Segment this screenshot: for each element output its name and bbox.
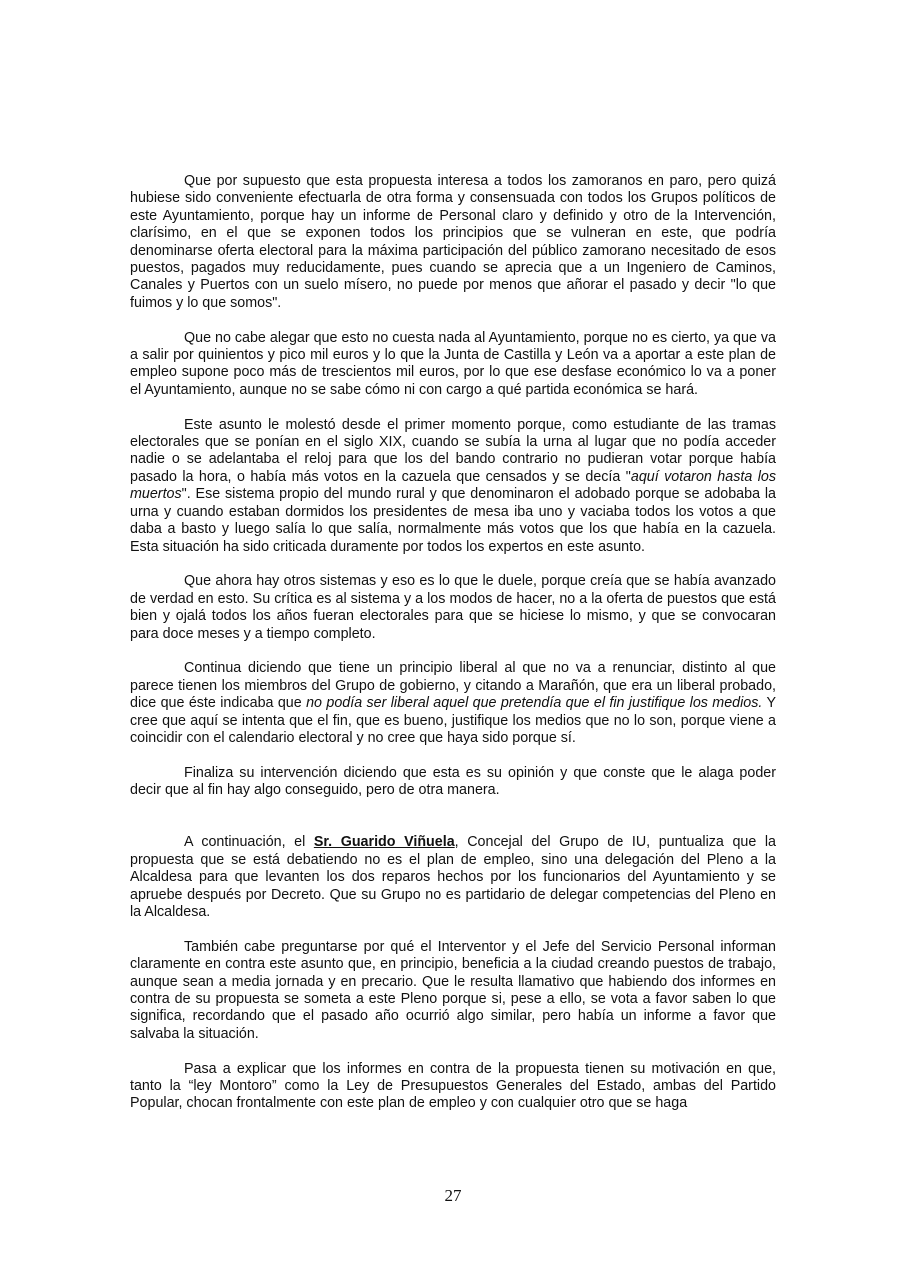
paragraph-5-quote: no podía ser liberal aquel que pretendía que el fin justifique los medios. — [306, 695, 763, 712]
speaker-name: Sr. Guarido Viñuela — [313, 834, 455, 851]
document-body — [130, 173, 776, 1113]
paragraph-3-text-a: Este asunto le molestó desde el primer momento porque, como estudiante de las tramas electorales que se ponían en el siglo XIX, cuando se subía la urna al lugar que no podía acceder nadie o se adelantaba el reloj para que los del bando contrario no pudieran votar porque había pasado la hora, o había más votos en la cazuela que censados y se decía " — [130, 416, 776, 485]
paragraph-3 — [130, 417, 776, 556]
paragraph-7-text-a: A continuación, el — [184, 834, 314, 851]
paragraph-3-quote: aquí votaron hasta los muertos — [130, 468, 776, 503]
paragraph-5 — [130, 660, 776, 747]
paragraph-5-text-a: Continua diciendo que tiene un principio liberal al que no va a renunciar, distinto al que parece tienen los miembros del Grupo de gobierno, y citando a Marañón, que era un liberal probado, dice que éste indicaba que — [130, 660, 776, 712]
paragraph-5-text-b: Y cree que aquí se intenta que el fin, que es bueno, justifique los medios que no lo son, porque viene a coincidir con el calendario electoral y no cree que haya sido porque sí. — [130, 695, 777, 746]
paragraph-4: Que ahora hay otros sistemas y eso es lo que le duele, porque creía que se había avanzado de verdad en esto. Su crítica es al sistema y a los modos de hacer, no a la oferta de puestos que está bien y ojalá todos los años fueran electorales para que se hiciese lo mismo, y que se convocaran para doce meses y a tiempo completo. — [130, 573, 776, 642]
page-number: 27 — [444, 1186, 462, 1205]
paragraph-6: Finaliza su intervención diciendo que esta es su opinión y que conste que le alaga poder decir que al fin hay algo conseguido, pero de otra manera. — [130, 764, 776, 799]
paragraph-3-text-b: ". Ese sistema propio del mundo rural y que denominaron el adobado porque se adobaba la urna y cuando estaban dormidos los presidentes de mesa iba uno y vaciaba todos los votos a que daba a basto y luego salía lo que salía, normalmente más votos que los que había en la cazuela. Esta situación ha sido criticada duramente por todos los expertos en este asunto. — [130, 486, 776, 555]
paragraph-7 — [130, 834, 776, 921]
paragraph-1: Que por supuesto que esta propuesta interesa a todos los zamoranos en paro, pero quizá hubiese sido conveniente efectuarla de otra forma y consensuada con todos los Grupos políticos de este Ayuntamiento, porque hay un informe de Personal claro y definido y otro de la Intervención, clarísimo, en el que se exponen todos los principios que se vulneran en este, que podría denominarse oferta electoral para la máxima participación del público zamorano necesitado de esos puestos, pagados muy reducidamente, pues cuando se aprecia que a un Ingeniero de Caminos, Canales y Puertos con un suelo mísero, no puede por menos que añorar el pasado y decir "lo que fuimos y lo que somos". — [130, 173, 776, 311]
paragraph-8: También cabe preguntarse por qué el Interventor y el Jefe del Servicio Personal informan claramente en contra este asunto que, en principio, beneficia a la ciudad creando puestos de trabajo, aunque sean a media jornada y en precario. Que le resulta llamativo que habiendo dos informes en contra de su propuesta se someta a este Pleno porque si, pese a ello, se vota a favor saben lo que significa, recordando que el pasado año ocurrió algo similar, pero había un informe a favor que salvaba la situación. — [130, 938, 776, 1042]
paragraph-2: Que no cabe alegar que esto no cuesta nada al Ayuntamiento, porque no es cierto, ya que va a salir por quinientos y pico mil euros y lo que la Junta de Castilla y León va a aportar a este plan de empleo supone poco más de trescientos mil euros, por lo que ese desfase económico lo va a poner el Ayuntamiento, aunque no se sabe cómo ni con cargo a qué partida económica se hará. — [130, 329, 776, 398]
paragraph-7-text-b: , Concejal del Grupo de IU, puntualiza que la propuesta que se está debatiendo no es el plan de empleo, sino una delegación del Pleno a la Alcaldesa para que levanten los dos reparos hechos por los funcionarios del Ayuntamiento y se apruebe después por Decreto. Que su Grupo no es partidario de delegar competencias del Pleno en la Alcaldesa. — [130, 834, 776, 920]
paragraph-9: Pasa a explicar que los informes en contra de la propuesta tienen su motivación en que, tanto la “ley Montoro” como la Ley de Presupuestos Generales del Estado, ambas del Partido Popular, chocan frontalmente con este plan de empleo y con cualquier otro que se haga — [130, 1060, 776, 1112]
